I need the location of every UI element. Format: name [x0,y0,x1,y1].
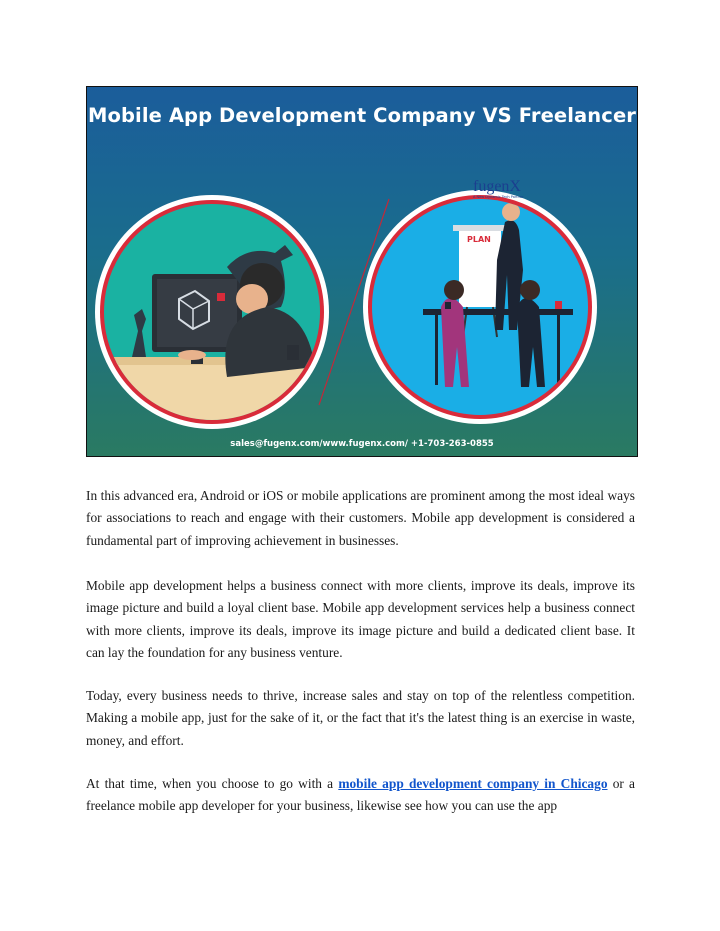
fugenx-logo [473,179,533,200]
paragraph-competition: Today, every business needs to thrive, increase sales and stay on top of the relentless competition. Making a mobile app, just for the sake of it, or the fact that it's the latest thing is an exercise in waste, money, and effort. [86,688,635,748]
paragraph-choice [86,773,635,818]
banner-contact-footer: sales@fugenx.com/www.fugenx.com/ +1-703-263-0855 [230,439,494,449]
hero-banner-image [86,86,638,457]
logo-wordmark: fugenX [473,178,521,195]
paragraph-benefits: Mobile app development helps a business connect with more clients, improve its deals, improve its image picture and build a loyal client base. Mobile app development services help a business connect with more clients, improve its deals, improve its image picture and build a dedicated client base. It can lay the foundation for any business venture. [86,578,635,661]
chicago-company-link[interactable]: mobile app development company in Chicago [338,776,608,791]
meeting-illustration [363,190,597,424]
paragraph-choice-start: At that time, when you choose to go with a [86,776,339,791]
banner-illustration [87,87,638,457]
plan-board-text: PLAN [467,235,491,244]
developer-illustration [95,185,329,429]
logo-tagline: A New Dynamic Tech Partner [473,195,524,199]
paragraph-choice-end: or a freelance mobile app developer for your business, likewise see how you can use the app [86,776,635,814]
paragraph-intro: In this advanced era, Android or iOS or mobile applications are prominent among the most ideal ways for associations to reach and engage with their customers. Mobile app development is considered a fundamental part of improving achievement in businesses. [86,488,635,548]
banner-title: Mobile App Development Company VS Freelancer [88,104,636,127]
